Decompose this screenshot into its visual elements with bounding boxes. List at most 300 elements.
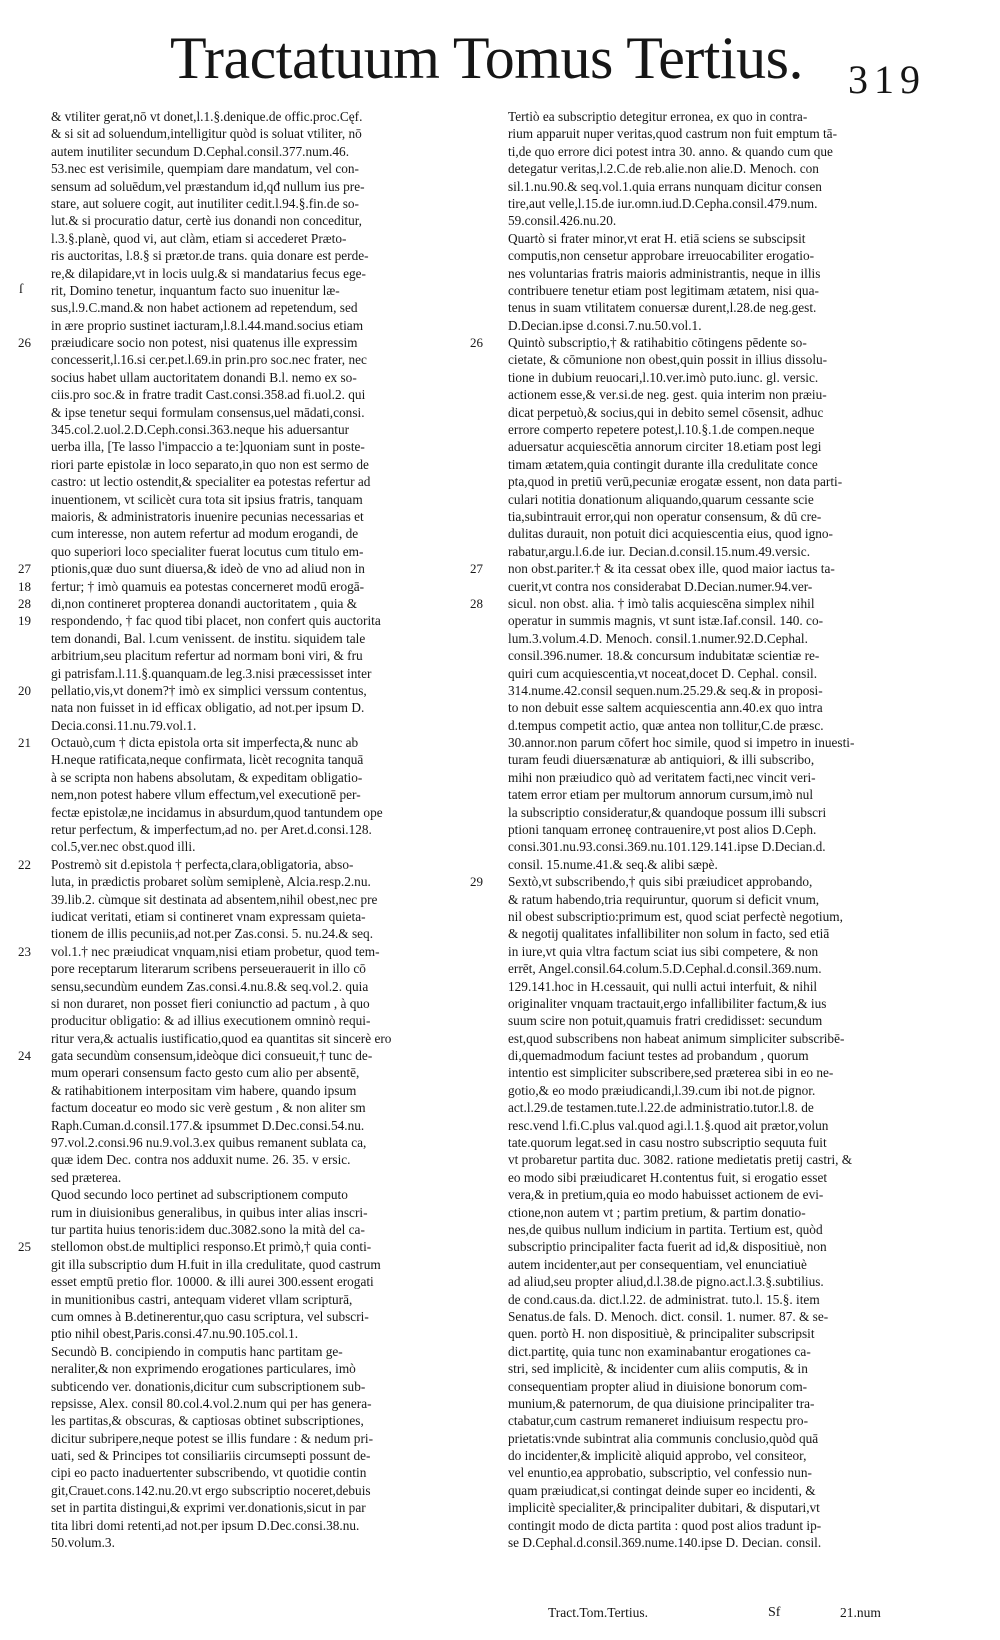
line-text: de cond.caus.da. dict.l.22. de administrat. tuto.l. 15.§. item [508,1291,820,1307]
line-text: lum.3.volum.4.D. Menoch. consil.1.numer.92.D.Cephal. [508,630,808,646]
line-text: l.3.§.planè, quod vi, aut clàm, etiam si accederet Præto- [51,230,347,246]
text-line [51,265,471,282]
line-text: aduersatur acquiescētia annorum circiter 18.etiam post legi [508,439,822,455]
text-line [51,525,471,542]
line-text: 30.annor.non parum cōfert hoc simile, quod si impetro in inuesti- [508,735,855,751]
line-text: sicul. non obst. alia. † imò talis acquiescēna simplex nihil [508,595,815,611]
line-text: si non duraret, non posset fieri coniunctio ad pactum , à quo [51,995,370,1011]
line-text: gotio,& eo modo præiudicandi,l.39.cum ibi not.de pignor. [508,1082,816,1098]
text-line [508,491,928,508]
text-line [508,178,928,195]
line-text: inuentionem, vt scilicèt cura tota sit ipsius fratris, tanquam [51,491,363,507]
line-text: ptionis,quæ duo sunt diuersa,& ideò de vno ad aliud non in [51,561,365,577]
signature-mark: Sf [768,1605,781,1620]
text-line [508,404,928,421]
line-text: tatem error etiam per multorum annorum cursum,imò nul [508,787,814,803]
text-line [508,143,928,160]
text-line [508,891,928,908]
text-line [51,1517,471,1534]
text-line [51,143,471,160]
text-line [470,334,928,351]
text-line [51,1082,471,1099]
line-text: eo modo sibi præiudicaret H.contentus fuit, si erogatio esset [508,1169,828,1185]
text-line [508,717,928,734]
line-text: mihi non præiudico quò ad veritatem facti,nec vincit veri- [508,769,816,785]
text-line [51,1464,471,1481]
line-text: quiri cum acquiescentia,vt noceat,docet D. Cephal. consil. [508,665,818,681]
line-text: di,quemadmodum faciunt testes ad probandum , quorum [508,1048,809,1064]
text-line [51,1117,471,1134]
text-line [508,960,928,977]
line-text: quæ idem Dec. contra nos adduxit nume. 26. 35. v ersic. [51,1152,351,1168]
text-line [508,647,928,664]
text-line [508,1499,928,1516]
line-text: vel enuntio,ea approbatio, subscriptio, vel confessio nun- [508,1465,812,1481]
text-line [508,386,928,403]
line-text: to non debuit esse saltem acquiescentia ann.40.ex quo intra [508,700,823,716]
marginal-note-number: 28 [18,595,31,611]
text-line [51,456,471,473]
line-text: & vtiliter gerat,nō vt donet,l.1.§.denique.de offic.proc.Cęf. [51,109,363,124]
line-text: tur partita huius tenoris:idem duc.3082.sono la mità del ca- [51,1222,365,1237]
text-line [508,943,928,960]
text-line [18,1047,471,1064]
text-line [18,612,471,629]
text-line [508,108,928,125]
text-line [508,1064,928,1081]
text-line [51,769,471,786]
line-text: git illa subscriptio dum H.fuit in illa credulitate, quod castrum [51,1256,381,1272]
text-line [51,1343,471,1360]
text-line [508,543,928,560]
line-text: quo superiori loco specialiter fuerat locutus cum titulo em- [51,543,364,559]
line-text: gata secundùm consensum,ideòque dici consueuit,† tunc de- [51,1048,373,1064]
line-text: timam ætatem,quia contingit durante illa credulitate conce [508,456,818,472]
line-text: nem,non potest habere vllum effectum,vel executionē per- [51,787,361,803]
line-text: gi patrisfam.l.11.§.quanquam.de leg.3.nisi præcessisset inter [51,665,372,681]
text-line [508,1517,928,1534]
line-text: prietatis:vnde subintrat alia communis conclusio,quòd quā [508,1430,819,1446]
line-text: implicitè specialiter,& principaliter dubitari, & disputari,vt [508,1500,820,1516]
text-line [51,1291,471,1308]
line-text: rum in diuisionibus generalibus, in quibus inter alias inscri- [51,1204,368,1220]
text-line [51,1499,471,1516]
text-line [508,1238,928,1255]
line-text: consil. 15.nume.41.& seq.& alibi sæpè. [508,856,718,872]
line-text: Quintò subscriptio,† & ratihabitio cōtingens pēdente so- [508,335,807,351]
marginal-note-number: 20 [18,682,31,698]
text-line [508,1134,928,1151]
line-text: & ratihabitionem interpositam vim habere, quando ipsum [51,1082,357,1098]
line-text: re,& dilapidare,vt in locis uulg.& si mandatarius fecus ege- [51,265,366,281]
line-text: dict.partitę, quia tunc non examinabantur erogationes ca- [508,1343,811,1359]
text-line [51,108,471,125]
text-line [18,1238,471,1255]
text-line [51,1134,471,1151]
marginal-note-number: 18 [18,578,31,594]
text-line [51,1534,471,1551]
text-line [51,1325,471,1342]
text-line [51,351,471,368]
line-text: resc.vend l.fi.C.plus val.quod agi.l.1.§.quod ait prætor,volun [508,1117,829,1133]
text-line [508,1256,928,1273]
marginal-note-number: 26 [470,335,483,351]
text-line [508,438,928,455]
marginal-note-number: 21 [18,735,31,751]
line-text: set in partita distingui,& exprimi ver.donationis,sicut in par [51,1500,366,1516]
text-line [51,317,471,334]
text-line [51,891,471,908]
text-line [18,334,471,351]
line-text: ritur vera,& actualis iustificatio,quod ea quantitas sit sincerè ero [51,1030,392,1046]
running-foot: Tract.Tom.Tertius. [548,1605,648,1620]
text-line [51,125,471,142]
text-line [51,404,471,421]
line-text: ris auctoritas, l.8.§ si prætor.de trans. quia donare est perde- [51,248,369,264]
line-text: luta, in prædictis probaret solùm semiplenè, Alcia.resp.2.nu. [51,874,371,890]
line-text: H.neque ratificata,neque confirmata, licèt recognita tanquā [51,752,364,768]
text-line [508,317,928,334]
line-text: Senatus.de fals. D. Menoch. dict. consil. 1. numer. 87. & se- [508,1308,829,1324]
line-text: stellomon obst.de multiplici responso.Et primò,† quia conti- [51,1239,372,1255]
line-text: sil.1.nu.90.& seq.vol.1.quia errans nunquam dicitur consen [508,178,822,194]
text-line [508,1464,928,1481]
line-text: errore comperto repetere potest,l.10.§.1.de compen.neque [508,422,815,438]
text-line [51,786,471,803]
line-text: stri, sed implicitè, & incidenter cum aliis computis, & in [508,1361,808,1377]
line-text: rabatur,argu.l.6.de iur. Decian.d.consil.15.num.49.versic. [508,543,811,559]
line-text: fertur; † imò quamuis ea potestas concerneret modū erogā- [51,578,365,594]
line-text: sensum ad soluēdum,vel præstandum id,qđ nullum ius pre- [51,178,365,194]
line-text: 345.col.2.uol.2.D.Ceph.consi.363.neque his aduersantur [51,422,350,438]
line-text: & negotij qualitates infallibiliter non solum in facto, sed etiā [508,926,830,942]
text-line [508,995,928,1012]
margin-mark: ſ [19,282,23,297]
text-line [51,369,471,386]
line-text: Quod secundo loco pertinet ad subscriptionem computo [51,1187,348,1203]
text-line [508,665,928,682]
line-text: retur perfectum, & imperfectum,ad no. per Aret.d.consi.128. [51,822,372,838]
line-text: col.5,ver.nec obst.quod illi. [51,839,196,855]
text-line [508,1151,928,1168]
line-text: la subscriptio consideratur,& quandoque possum illi subscri [508,804,827,820]
text-line [508,856,928,873]
text-line [51,1169,471,1186]
text-line [51,1430,471,1447]
line-text: sensu,secundùm eundem Zas.consi.4.nu.8.& seq.vol.2. quia [51,978,369,994]
text-line [18,734,471,751]
text-line [51,978,471,995]
line-text: nata non fuisset in id efficax obligatio, ad not.per ipsum D. [51,700,365,716]
text-line [508,369,928,386]
line-text: Octauò,cum † dicta epistola orta sit imperfecta,& nunc ab [51,735,359,751]
left-text-column [18,108,471,1551]
line-text: cum omnes à B.detinerentur,quo casu scriptura, vel subscri- [51,1308,369,1324]
line-text: pellatio,vis,vt donem?† imò ex simplici verssum contentus, [51,682,367,698]
line-text: tionem de illis pecuniis,ad not.per Zas.consi. 5. nu.24.& seq. [51,926,374,942]
line-text: iudicat veritati, etiam si contineret vnam expressam quieta- [51,908,366,924]
page-footer [0,1605,1000,1629]
line-text: tione in dubium reuocari,l.10.ver.imò puto.iunc. gl. versic. [508,369,819,385]
line-text: turam feudi diuersænaturæ ab antiquiori, & illi subscribo, [508,752,815,768]
line-text: est,quod subscribens non habeat animum simpliciter subscribē- [508,1030,845,1046]
running-title: Tractatuum Tomus Tertius. [170,25,803,91]
line-text: intentio est simpliciter subscribere,sed præterea sibi in eo ne- [508,1065,834,1081]
text-line [508,473,928,490]
line-text: actionem esse,& ver.si.de neg. gest. quia interim non præiu- [508,387,827,403]
text-line [508,699,928,716]
line-text: autem inutiliter secundum D.Cephal.consil.377.num.46. [51,143,350,159]
text-line [508,682,928,699]
line-text: vol.1.† nec præiudicat vnquam,nisi etiam probetur, quod tem- [51,943,380,959]
line-text: in munitionibus castri, antequam videret vllam scripturā, [51,1291,353,1307]
marginal-note-number: 22 [18,856,31,872]
line-text: d.tempus competit actio, quæ antea non tollitur,C.de præsc. [508,717,824,733]
text-line [51,838,471,855]
line-text: stare, aut soluere cogit, aut inutiliter cedit.l.94.§.fin.de so- [51,195,359,211]
line-text: quam præiudicat,si contingat deinde super eo incidenti, & [508,1482,816,1498]
text-line [508,1482,928,1499]
line-text: Secundò B. concipiendo in computis hanc partitam ge- [51,1343,343,1359]
text-line [508,160,928,177]
text-line [508,1534,928,1551]
line-text: D.Decian.ipse d.consi.7.nu.50.vol.1. [508,317,702,333]
text-line [51,1395,471,1412]
text-line [51,717,471,734]
text-line [508,1412,928,1429]
line-text: Quartò si frater minor,vt erat H. etiā sciens se subscipsit [508,230,806,246]
marginal-note-number: 19 [18,613,31,629]
text-line [508,282,928,299]
line-text: ptio nihil obest,Paris.consi.47.nu.90.105.col.1. [51,1326,299,1342]
line-text: errēt, Angel.consil.64.colum.5.D.Cephal.d.consil.369.num. [508,961,822,977]
line-text: esset emptū pretio flor. 10000. & illi aurei 300.essent erogati [51,1274,374,1290]
line-text: munium,& paternorum, de qua diuisione principaliter tra- [508,1395,815,1411]
line-text: operatur in summis magnis, vt sunt istæ.Iaf.consil. 140. co- [508,613,824,629]
line-text: autem incidenter,aut per consequentiam, vel enunciatiuè [508,1256,807,1272]
text-line [508,1030,928,1047]
text-line [508,978,928,995]
text-line [51,630,471,647]
line-text: les partitas,& obscuras, & captiosas obtinet subscriptiones, [51,1413,364,1429]
text-line [508,125,928,142]
text-line [51,647,471,664]
line-text: ctione,non autem vt ; partim pretium, & partim donatio- [508,1204,806,1220]
line-text: tita libri domi retenti,ad not.per ipsum D.Dec.consi.38.nu. [51,1517,360,1533]
text-line [508,1291,928,1308]
line-text: culari notitia donationum aliquando,quarum cessante scie [508,491,814,507]
text-line [508,508,928,525]
line-text: tire,aut velle,l.15.de iur.omn.iud.D.Cepha.consil.479.num. [508,195,818,211]
line-text: dicitur subripere,neque potest se illis fundare : & nedum pri- [51,1430,373,1446]
text-line [51,386,471,403]
line-text: di,non contineret propterea donandi auctoritatem , quia & [51,595,358,611]
text-line [51,543,471,560]
line-text: tem donandi, Bal. l.cum venissent. de institu. siquidem tale [51,630,366,646]
text-line [508,578,928,595]
line-text: repsisse, Alex. consil 80.col.4.vol.2.num qui per has genera- [51,1395,372,1411]
line-text: do incidenter,& implicitè aliquid approbo, vel consiteor, [508,1448,807,1464]
line-text: respondendo, † fac quod tibi placet, non confert quis auctorita [51,613,381,629]
line-text: in ære proprio sustinet iacturam,l.8.l.44.mand.socius etiam [51,317,364,333]
text-line [508,247,928,264]
line-text: git,Crauet.cons.142.nu.20.vt ergo subscriptio noceret,debuis [51,1482,371,1498]
line-text: rit, Domino tenetur, inquantum facto suo inuenitur læ- [51,282,340,298]
text-line [51,299,471,316]
text-line [51,1447,471,1464]
text-line [508,612,928,629]
text-line [51,699,471,716]
line-text: 129.141.hoc in H.cessauit, qui nulli actui interfuit, & nihil [508,978,818,994]
text-line [51,247,471,264]
marginal-note-number: 25 [18,1239,31,1255]
line-text: castro: ut lectio ostendit,& specialiter ea potestas refertur ad [51,474,371,490]
text-line [51,751,471,768]
line-text: Postremò sit d.epistola † perfecta,clara,obligatoria, abso- [51,856,354,872]
line-text: uati, sed & Principes tot consiliariis circumsepti possunt de- [51,1448,371,1464]
text-line [508,1378,928,1395]
text-line [508,230,928,247]
line-text: non obst.pariter.† & ita cessat obex ille, quod maior iactus ta- [508,561,835,577]
marginal-note-number: 24 [18,1048,31,1064]
line-text: neraliter,& non exprimendo erogationes particulares, imò [51,1361,356,1377]
text-line [51,960,471,977]
line-text: socius habet ullam auctoritatem donandi B.l. nemo ex so- [51,369,357,385]
line-text: sed præterea. [51,1169,122,1185]
text-line [508,925,928,942]
text-line [51,1204,471,1221]
text-line [51,995,471,1012]
text-line [51,421,471,438]
line-text: Raph.Cuman.d.consil.177.& ipsummet D.Dec.consi.54.nu. [51,1117,365,1133]
line-text: riori parte epistolæ in loco separato,in quo non est sermo de [51,456,369,472]
line-text: nes voluntarias fratris maioris administrantis, neque in illis [508,265,821,281]
text-line [51,473,471,490]
line-text: ad aliud,seu propter aliud,d.l.38.de pigno.act.l.3.§.subtilius. [508,1274,824,1290]
text-line [508,1430,928,1447]
marginal-note-number: 27 [470,561,483,577]
text-line [470,595,928,612]
text-line [51,665,471,682]
text-line [51,178,471,195]
text-line [51,1064,471,1081]
text-line [18,560,471,577]
text-line [51,508,471,525]
line-text: lut.& si procuratio datur, certè ius donandi non conceditur, [51,213,362,229]
text-line [508,821,928,838]
text-line [18,943,471,960]
right-text-column [470,108,928,1551]
text-line [508,908,928,925]
line-text: & ratum habendo,tria requiruntur, quorum si deficit vnum, [508,891,820,907]
line-text: dulitas durauit, non potuit dici acquiescentia eius, quod igno- [508,526,833,542]
text-line [51,195,471,212]
text-line [51,873,471,890]
text-line [508,1308,928,1325]
text-line [51,438,471,455]
text-line [508,1395,928,1412]
line-text: contribuere tenetur etiam post legitimam ætatem, nisi qua- [508,282,819,298]
text-line [508,630,928,647]
line-text: tenus in suam vtilitatem conuersæ durent,l.28.de neg.gest. [508,300,817,316]
line-text: 314.nume.42.consil sequen.num.25.29.& seq.& in proposi- [508,682,823,698]
line-text: & ipse tenetur sequi formulam consensus,uel mādati,consi. [51,404,365,420]
line-text: ti,de quo errore dici potest intra 30. anno. & quando cum que [508,143,833,159]
catchword: 21.num [840,1605,881,1620]
text-line [51,1221,471,1238]
line-text: consequentiam propter aliud in diuisione bonorum com- [508,1378,808,1394]
line-text: ciis.pro soc.& in fratre tradit Cast.consi.358.ad fi.uol.2. qui [51,387,366,403]
text-line [508,1012,928,1029]
text-line [51,804,471,821]
text-line [51,1256,471,1273]
text-line [18,578,471,595]
text-line [51,821,471,838]
marginal-note-number: 29 [470,874,483,890]
line-text: tia,subintrauit error,qui non operatur consensum, & dū cre- [508,508,822,524]
line-text: factum doceatur eo modo sic verè gestum , & non aliter sm [51,1100,366,1116]
text-line [508,421,928,438]
text-line [508,838,928,855]
marginal-note-number: 27 [18,561,31,577]
line-text: quen. portò H. non dispositiuè, & principaliter subscripsit [508,1326,815,1342]
text-line [51,1378,471,1395]
text-line [508,265,928,282]
line-text: 97.vol.2.consi.96 nu.9.vol.3.ex quibus remanent sublata ca, [51,1135,367,1151]
marginal-note-number: 28 [470,595,483,611]
text-line [508,1325,928,1342]
line-text: 53.nec est verisimile, quempiam dare mandatum, vel con- [51,161,359,177]
line-text: se D.Cephal.d.consil.369.nume.140.ipse D. Decian. consil. [508,1535,822,1551]
page-number: 319 [848,57,926,102]
line-text: subscriptio principaliter facta fuerit ad id,& dispositiuè, non [508,1239,827,1255]
text-line [51,212,471,229]
line-text: 39.lib.2. cùmque sit destinata ad absentem,nihil obest,nec pre [51,891,378,907]
line-text: consil.396.numer. 18.& concursum indubitatæ scientiæ re- [508,648,820,664]
text-line [508,1117,928,1134]
line-text: vera,& in pretium,quia eo modo habuisset actionem de evi- [508,1187,824,1203]
text-line [508,1047,928,1064]
text-line [470,560,928,577]
text-line [51,282,471,299]
line-text: rium apparuit nuper veritas,quod castrum non fuit emptum tā- [508,126,838,142]
line-text: cipi eo pacto inaduertenter subscribendo, vt quotidie contin [51,1465,367,1481]
line-text: maioris, & administratoris inuenire pecunias necessarias et [51,508,364,524]
text-line [470,873,928,890]
text-line [51,1482,471,1499]
line-text: uerba illa, [Te lasso l'impaccio a te:]quoniam sunt in poste- [51,439,365,455]
text-line [508,195,928,212]
line-text: act.l.29.de testamen.tute.l.22.de administratio.tutor.l.8. de [508,1100,814,1116]
text-line [508,1186,928,1203]
text-line [51,1030,471,1047]
text-line [508,525,928,542]
text-line [508,1221,928,1238]
line-text: Sextò,vt subscribendo,† quis sibi præiudicet approbando, [508,874,813,890]
text-line [51,1360,471,1377]
line-text: pore receptarum literarum scribens perseuerauerit in illo cō [51,961,366,977]
line-text: concesserit,l.16.si cer.pet.l.69.in prin.pro soc.nec frater, nec [51,352,367,368]
line-text: fectæ epistolæ,ne incidamus in absurdum,quod tantundem ope [51,804,383,820]
line-text: pta,quod in pretiū verū,pecuniæ erogatæ essent, non data parti- [508,474,843,490]
line-text: consi.301.nu.93.consi.369.nu.101.129.141.ipse D.Decian.d. [508,839,826,855]
text-line [51,1308,471,1325]
text-line [508,804,928,821]
text-line [508,1273,928,1290]
text-line [18,682,471,699]
text-line [51,1186,471,1203]
line-text: in iure,vt quia vltra factum sciat ius sibi competere, & non [508,943,819,959]
